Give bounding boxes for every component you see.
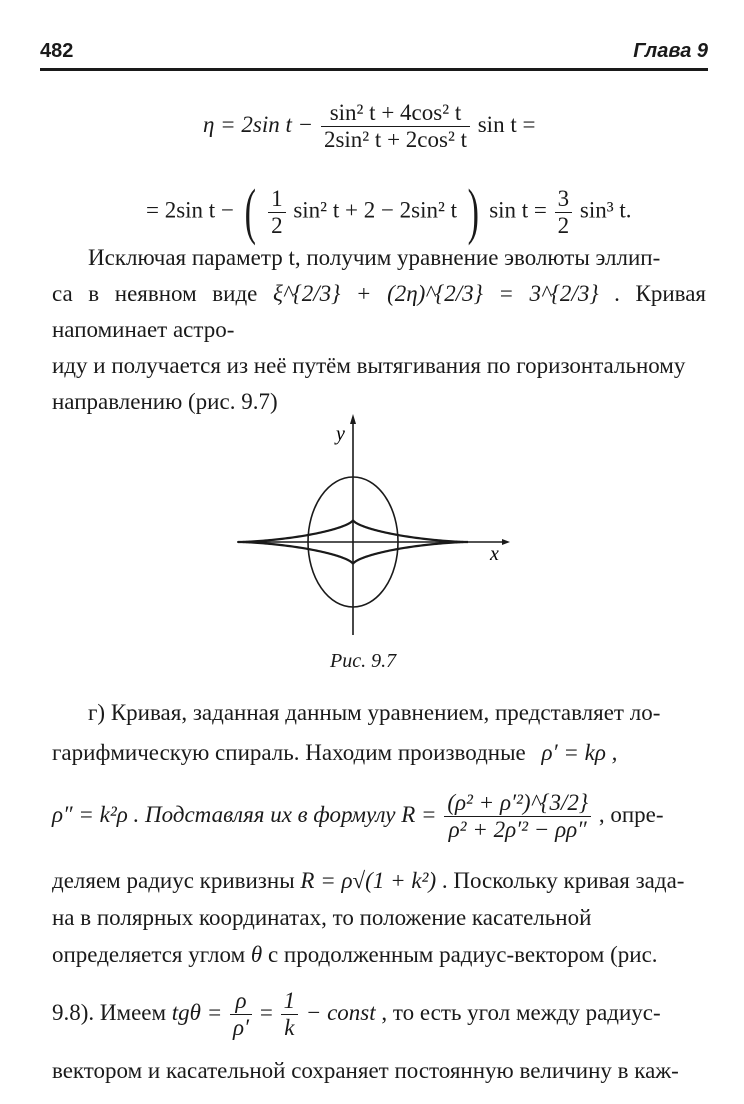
theta-symbol: θ bbox=[250, 942, 263, 967]
p2-line3 bbox=[52, 790, 706, 843]
eq1-denominator: 2sin² t + 2cos² t bbox=[321, 126, 470, 153]
curvature-formula-lhs: R = bbox=[401, 801, 437, 827]
equation-continuation bbox=[146, 178, 632, 246]
three-denominator: 2 bbox=[555, 212, 573, 239]
p2-line7-start: 9.8). Имеем bbox=[52, 999, 167, 1025]
page-header bbox=[40, 30, 708, 70]
eq1-numerator: sin² t + 4cos² t bbox=[329, 100, 462, 125]
p2-line5: на в полярных координатах, то положение касательной bbox=[52, 905, 592, 930]
eq2-half bbox=[268, 186, 286, 239]
p2-line7-end: , то есть угол между радиус- bbox=[381, 999, 661, 1025]
eq1-lhs: η = 2sin t − bbox=[203, 111, 314, 137]
p2-line4 bbox=[52, 868, 706, 894]
p2-line4-start: деляем радиус кривизны bbox=[52, 868, 295, 893]
eq2-three-halves bbox=[555, 186, 573, 239]
p1-line2 bbox=[52, 276, 706, 348]
p1-line1 bbox=[52, 240, 706, 276]
tg-theta: tgθ = bbox=[171, 999, 223, 1025]
y-axis-arrow bbox=[350, 414, 356, 424]
figure-astroid-ellipse bbox=[232, 410, 512, 640]
header-rule bbox=[40, 68, 708, 71]
x-axis-label: x bbox=[490, 543, 499, 565]
curvature-formula-fraction bbox=[444, 790, 591, 843]
p2-line4-end: . Поскольку кривая зада- bbox=[441, 868, 685, 893]
equals-sign: = bbox=[259, 999, 273, 1025]
half-denominator: 2 bbox=[268, 212, 286, 239]
derivative-first: ρ′ = kρ , bbox=[541, 740, 618, 765]
eq1-rhs: sin t = bbox=[477, 111, 536, 137]
p2-line6-end: с продолженным радиус-вектором (рис. bbox=[267, 942, 658, 967]
chapter-title: Глава 9 bbox=[633, 40, 708, 62]
p2-line7 bbox=[52, 988, 706, 1041]
eq2-inner: sin² t + 2 − 2sin² t bbox=[293, 197, 458, 223]
one-numerator: 1 bbox=[283, 988, 296, 1013]
page-number: 482 bbox=[40, 40, 74, 62]
rho-denominator: ρ′ bbox=[230, 1014, 252, 1041]
p2-line2-text: гарифмическую спираль. Находим производные bbox=[52, 740, 526, 765]
eq1-fraction bbox=[321, 100, 470, 153]
curvature-numerator: (ρ² + ρ′²)^{3/2} bbox=[447, 790, 589, 815]
three-numerator: 3 bbox=[557, 185, 570, 211]
rho-ratio bbox=[230, 988, 252, 1041]
implicit-equation: ξ^{2/3} + (2η)^{2/3} = 3^{2/3} bbox=[272, 281, 599, 306]
curvature-denominator: ρ² + 2ρ′² − ρρ″ bbox=[444, 816, 591, 843]
x-axis-arrow bbox=[502, 539, 510, 545]
y-axis-label: y bbox=[336, 423, 345, 445]
half-numerator: 1 bbox=[271, 185, 283, 211]
figure-caption: Рис. 9.7 bbox=[330, 650, 397, 672]
eq2-after: sin t = bbox=[489, 197, 547, 223]
k-denominator: k bbox=[281, 1014, 299, 1041]
p2-line1 bbox=[52, 700, 706, 726]
left-paren: ( bbox=[244, 178, 256, 246]
p1-line2-start: са в неявном виде bbox=[52, 281, 258, 306]
equation-eta bbox=[203, 100, 535, 153]
eq2-lhs: = 2sin t − bbox=[146, 197, 234, 223]
const-label: − const bbox=[305, 999, 376, 1025]
rho-numerator: ρ bbox=[235, 988, 247, 1013]
p2-line8: вектором и касательной сохраняет постоянную величину в каж- bbox=[52, 1058, 679, 1083]
inverse-k bbox=[281, 988, 299, 1041]
p1-line1-text: Исключая параметр t, получим уравнение эволюты эллип- bbox=[88, 245, 661, 270]
p2-line2 bbox=[52, 740, 706, 766]
p2-line3-end: , опре- bbox=[598, 801, 664, 827]
paragraph-evolute bbox=[52, 240, 706, 420]
p2-line1-text: г) Кривая, заданная данным уравнением, представляет ло- bbox=[88, 700, 661, 725]
p1-line2-end: . Кривая напоминает астро- bbox=[52, 281, 707, 342]
p1-line4: направлению (рис. 9.7) bbox=[52, 389, 278, 414]
p1-line3: иду и получается из неё путём вытягивания по горизонтальному bbox=[52, 353, 686, 378]
radius-formula: R = ρ√(1 + k²) bbox=[300, 868, 437, 893]
p2-line6-start: определяется углом bbox=[52, 942, 246, 967]
eq2-end: sin³ t. bbox=[579, 197, 632, 223]
p2-line3-start: ρ″ = k²ρ . Подставляя их в формулу bbox=[52, 801, 396, 827]
right-paren: ) bbox=[467, 178, 479, 246]
p2-line6 bbox=[52, 942, 706, 968]
